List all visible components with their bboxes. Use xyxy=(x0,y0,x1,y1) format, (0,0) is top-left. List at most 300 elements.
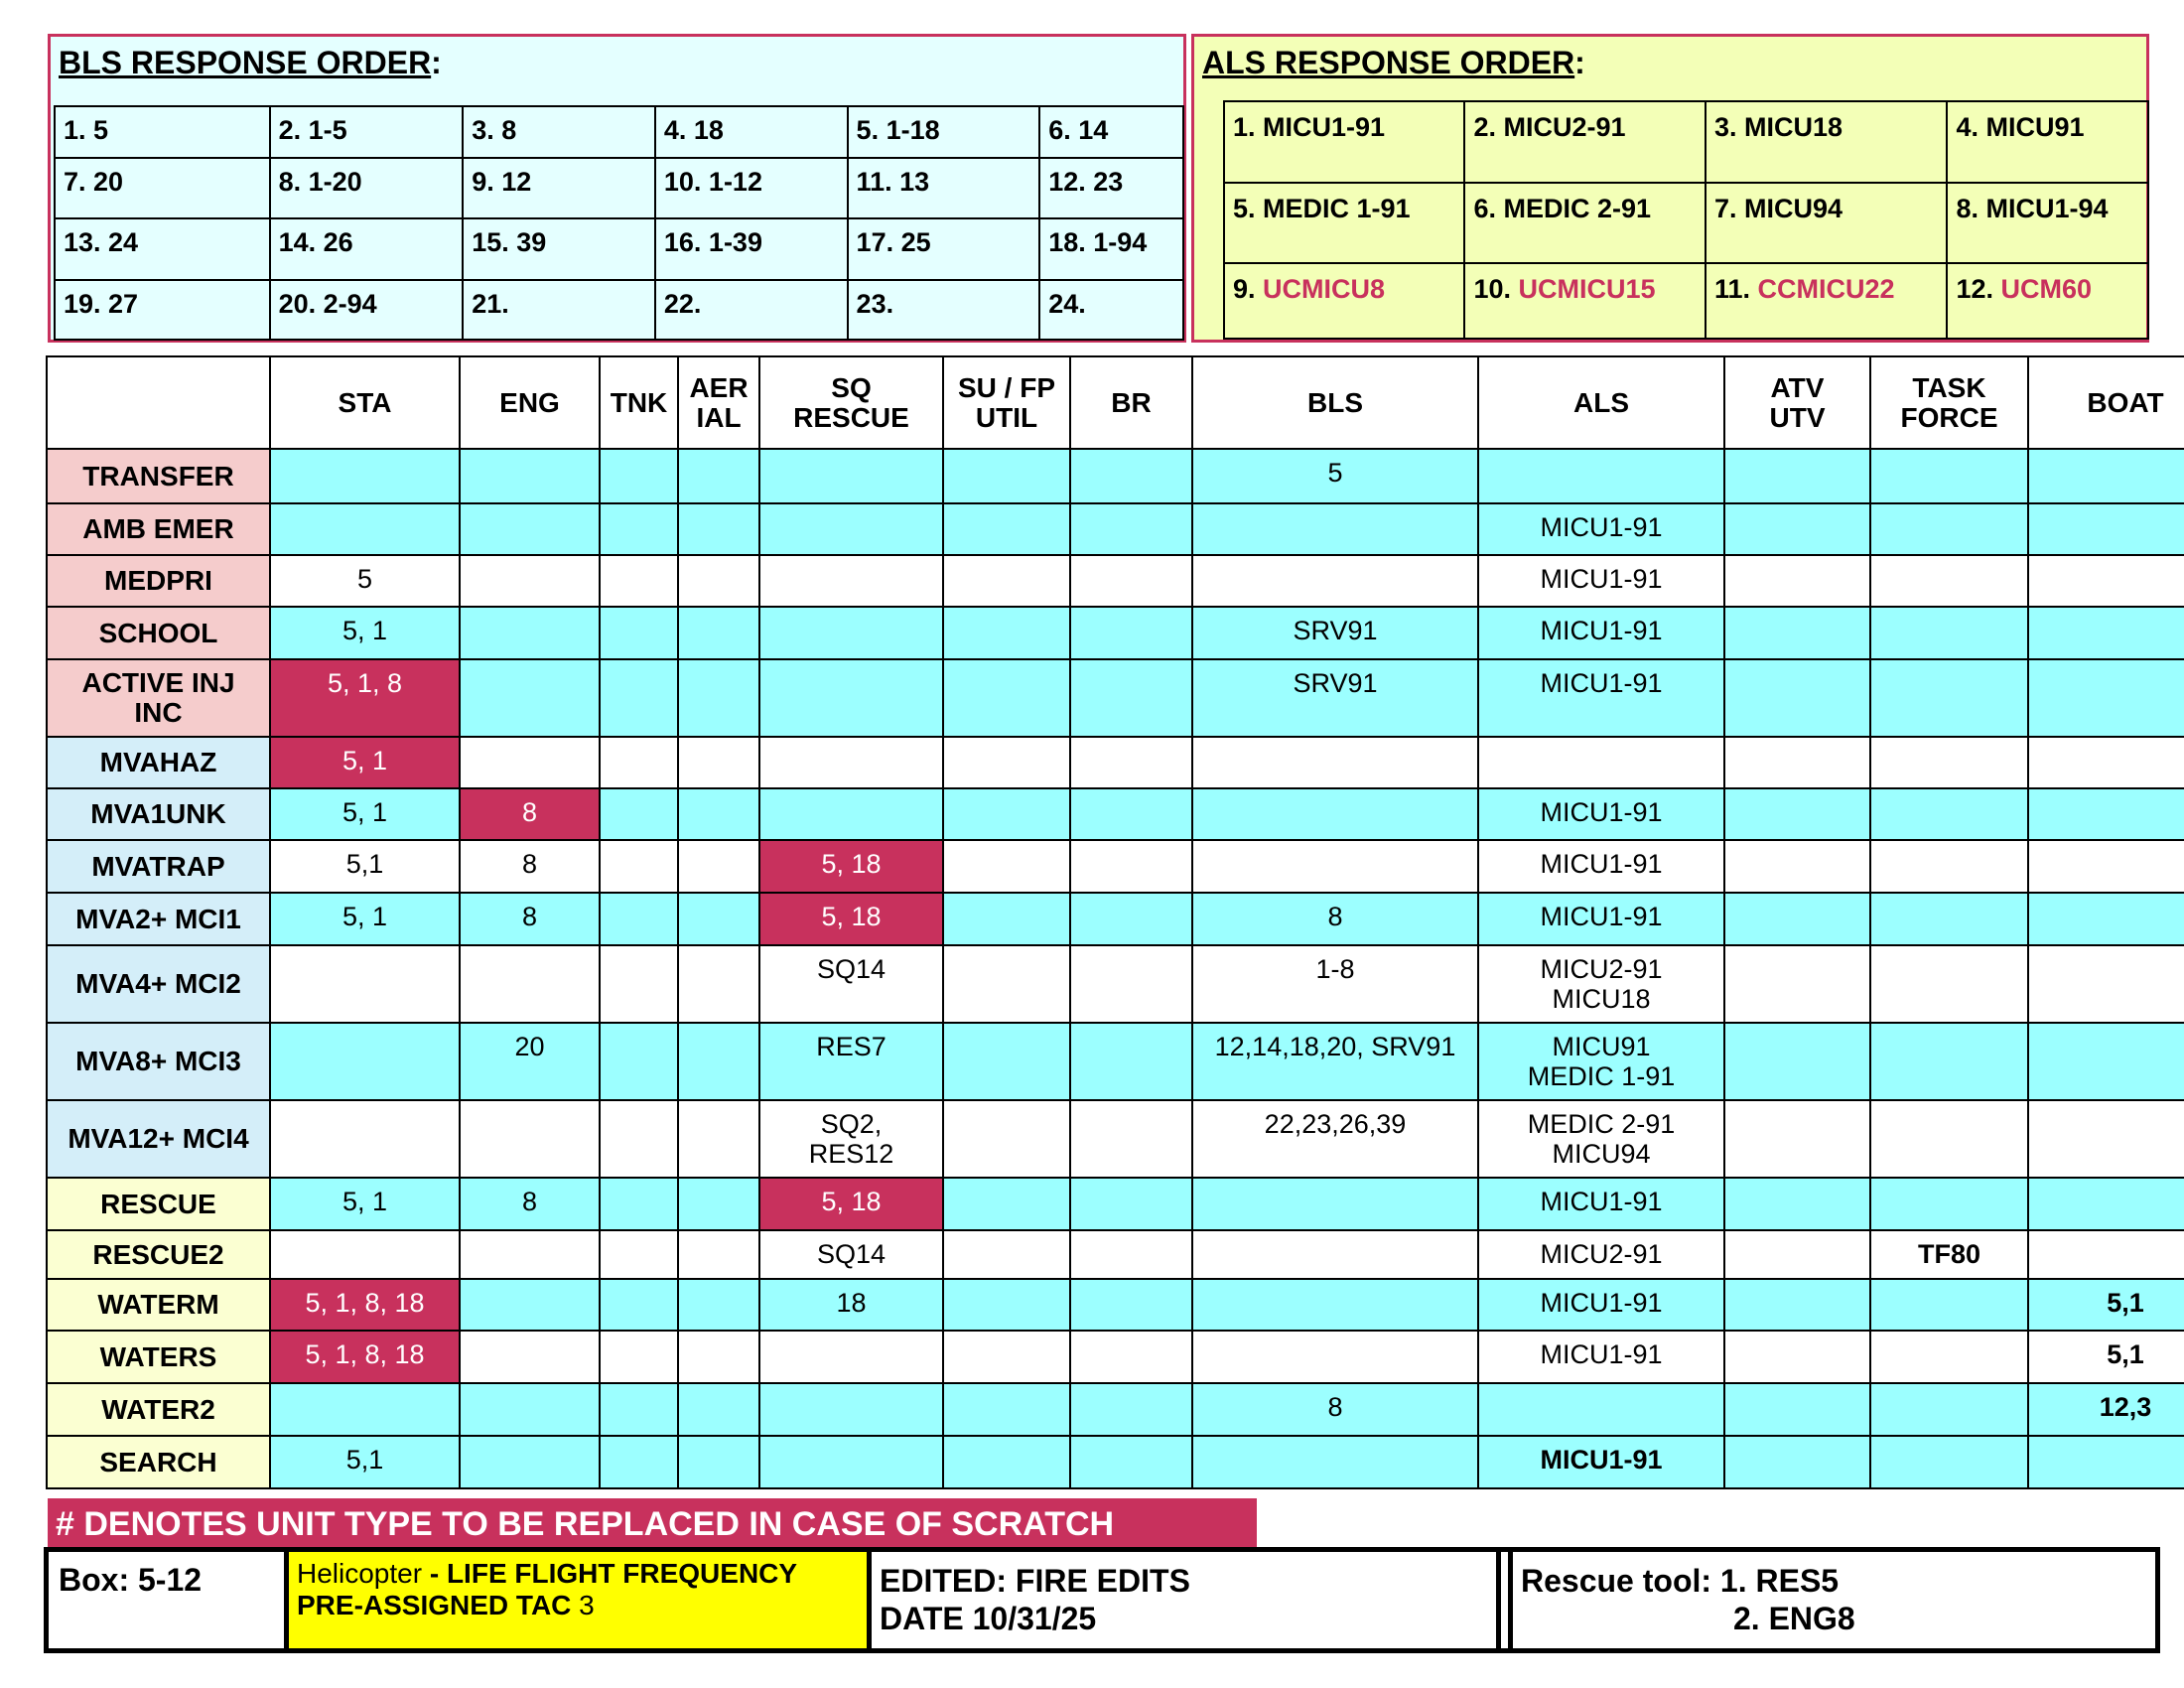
cell-atv-utv xyxy=(1724,503,1870,555)
cell-sq-rescue: SQ2, RES12 xyxy=(759,1100,943,1178)
als-order-number: 10. xyxy=(1473,274,1519,304)
table-row xyxy=(47,1230,2184,1279)
column-header-br: BR xyxy=(1070,356,1192,449)
cell-sta xyxy=(270,503,460,555)
cell-bls: 8 xyxy=(1192,1383,1478,1436)
cell-bls xyxy=(1192,737,1478,788)
cell-su-fp-util xyxy=(943,555,1070,607)
cell-bls: 5 xyxy=(1192,449,1478,503)
als-order-unit: CCMICU22 xyxy=(1757,274,1895,304)
cell-br xyxy=(1070,1178,1192,1230)
cell-atv-utv xyxy=(1724,1279,1870,1331)
cell-sta xyxy=(270,945,460,1023)
bls-order-cell: 23. xyxy=(848,280,1040,340)
bls-order-cell: 6. 14 xyxy=(1039,106,1183,158)
cell-br xyxy=(1070,1100,1192,1178)
column-header-bls: BLS xyxy=(1192,356,1478,449)
column-header-tnk: TNK xyxy=(600,356,678,449)
bls-order-cell: 21. xyxy=(463,280,655,340)
cell-sq-rescue xyxy=(759,1383,943,1436)
cell-sta: 5, 1 xyxy=(270,1178,460,1230)
row-label: WATER2 xyxy=(47,1383,270,1436)
row-label: MEDPRI xyxy=(47,555,270,607)
cell-tnk xyxy=(600,1178,678,1230)
cell-su-fp-util xyxy=(943,1331,1070,1383)
als-order-number: 8. xyxy=(1956,194,1986,223)
table-row xyxy=(47,1331,2184,1383)
box-number: Box: 5-12 xyxy=(59,1562,203,1598)
column-header-task-force: TASK FORCE xyxy=(1870,356,2028,449)
cell-sq-rescue xyxy=(759,503,943,555)
als-order-cell xyxy=(1706,183,1948,263)
cell-bls xyxy=(1192,1331,1478,1383)
cell-task-force: TF80 xyxy=(1870,1230,2028,1279)
cell-sq-rescue xyxy=(759,555,943,607)
table-row xyxy=(47,555,2184,607)
column-header-boat: BOAT xyxy=(2028,356,2184,449)
cell-tnk xyxy=(600,1331,678,1383)
cell-task-force xyxy=(1870,1279,2028,1331)
cell-boat xyxy=(2028,945,2184,1023)
bls-order-cell: 22. xyxy=(655,280,848,340)
row-label: MVA4+ MCI2 xyxy=(47,945,270,1023)
cell-eng xyxy=(460,659,600,737)
grid-header-row xyxy=(47,356,2184,449)
cell-boat xyxy=(2028,1178,2184,1230)
row-label: WATERM xyxy=(47,1279,270,1331)
cell-bls: 12,14,18,20, SRV91 xyxy=(1192,1023,1478,1100)
cell-tnk xyxy=(600,449,678,503)
cell-tnk xyxy=(600,788,678,840)
cell-eng xyxy=(460,503,600,555)
helicopter-line-2: PRE-ASSIGNED TAC 3 xyxy=(297,1590,595,1620)
cell-aerial xyxy=(678,737,759,788)
cell-bls: 1-8 xyxy=(1192,945,1478,1023)
rescue-tool-line-2: 2. ENG8 xyxy=(1733,1601,1855,1636)
cell-br xyxy=(1070,893,1192,945)
cell-su-fp-util xyxy=(943,1383,1070,1436)
row-label: RESCUE xyxy=(47,1178,270,1230)
cell-bls: SRV91 xyxy=(1192,607,1478,659)
als-order-unit: UCMICU8 xyxy=(1263,274,1386,304)
cell-br xyxy=(1070,1383,1192,1436)
cell-boat xyxy=(2028,607,2184,659)
cell-eng: 8 xyxy=(460,1178,600,1230)
row-label: ACTIVE INJ INC xyxy=(47,659,270,737)
cell-boat xyxy=(2028,893,2184,945)
cell-aerial xyxy=(678,945,759,1023)
cell-bls xyxy=(1192,1178,1478,1230)
table-row xyxy=(47,1436,2184,1488)
cell-su-fp-util xyxy=(943,1023,1070,1100)
cell-su-fp-util xyxy=(943,1436,1070,1488)
row-label: MVA8+ MCI3 xyxy=(47,1023,270,1100)
rescue-tool-line-1: Rescue tool: 1. RES5 xyxy=(1521,1563,1840,1599)
als-order-row xyxy=(1224,263,2148,339)
cell-atv-utv xyxy=(1724,555,1870,607)
cell-su-fp-util xyxy=(943,1230,1070,1279)
cell-br xyxy=(1070,945,1192,1023)
bls-order-cell: 12. 23 xyxy=(1039,158,1183,218)
als-order-number: 3. xyxy=(1713,112,1744,142)
cell-su-fp-util xyxy=(943,840,1070,893)
cell-task-force xyxy=(1870,945,2028,1023)
cell-als xyxy=(1478,449,1724,503)
als-order-number: 1. xyxy=(1233,112,1264,142)
cell-aerial xyxy=(678,1178,759,1230)
row-label: AMB EMER xyxy=(47,503,270,555)
cell-su-fp-util xyxy=(943,893,1070,945)
als-order-cell xyxy=(1706,263,1948,339)
cell-aerial xyxy=(678,1279,759,1331)
cell-task-force xyxy=(1870,1023,2028,1100)
table-row xyxy=(47,659,2184,737)
cell-eng xyxy=(460,1383,600,1436)
row-label: MVAHAZ xyxy=(47,737,270,788)
bls-order-cell: 11. 13 xyxy=(848,158,1040,218)
row-label: MVA12+ MCI4 xyxy=(47,1100,270,1178)
cell-br xyxy=(1070,659,1192,737)
cell-sta: 5, 1 xyxy=(270,788,460,840)
cell-als: MICU91 MEDIC 1-91 xyxy=(1478,1023,1724,1100)
cell-br xyxy=(1070,1023,1192,1100)
cell-boat xyxy=(2028,659,2184,737)
bls-order-cell: 5. 1-18 xyxy=(848,106,1040,158)
als-order-number: 7. xyxy=(1713,194,1744,223)
cell-sta: 5, 1, 8, 18 xyxy=(270,1279,460,1331)
cell-aerial xyxy=(678,788,759,840)
cell-task-force xyxy=(1870,503,2028,555)
cell-bls: 22,23,26,39 xyxy=(1192,1100,1478,1178)
cell-atv-utv xyxy=(1724,1178,1870,1230)
cell-atv-utv xyxy=(1724,449,1870,503)
cell-aerial xyxy=(678,840,759,893)
als-order-number: 11. xyxy=(1713,274,1758,304)
cell-atv-utv xyxy=(1724,607,1870,659)
cell-eng: 8 xyxy=(460,893,600,945)
column-header-sq-rescue: SQ RESCUE xyxy=(759,356,943,449)
cell-boat xyxy=(2028,449,2184,503)
cell-task-force xyxy=(1870,1178,2028,1230)
bls-order-cell: 10. 1-12 xyxy=(655,158,848,218)
bls-order-row xyxy=(55,158,1183,218)
column-header-atv-utv: ATV UTV xyxy=(1724,356,1870,449)
cell-eng xyxy=(460,449,600,503)
cell-eng xyxy=(460,1331,600,1383)
als-order-cell xyxy=(1706,101,1948,183)
bls-order-row xyxy=(55,218,1183,280)
cell-boat: 5,1 xyxy=(2028,1279,2184,1331)
cell-aerial xyxy=(678,1331,759,1383)
als-order-unit: MICU18 xyxy=(1743,112,1843,142)
table-row xyxy=(47,1279,2184,1331)
cell-task-force xyxy=(1870,1383,2028,1436)
cell-sta: 5, 1 xyxy=(270,893,460,945)
cell-tnk xyxy=(600,1383,678,1436)
cell-task-force xyxy=(1870,893,2028,945)
bls-order-cell: 1. 5 xyxy=(55,106,270,158)
cell-sq-rescue xyxy=(759,737,943,788)
column-header-als: ALS xyxy=(1478,356,1724,449)
als-order-row xyxy=(1224,101,2148,183)
als-order-unit: MICU1-91 xyxy=(1263,112,1386,142)
response-grid xyxy=(46,355,2184,1489)
cell-als: MICU1-91 xyxy=(1478,607,1724,659)
cell-boat xyxy=(2028,555,2184,607)
cell-aerial xyxy=(678,1436,759,1488)
als-order-number: 4. xyxy=(1956,112,1986,142)
bls-order-cell: 18. 1-94 xyxy=(1039,218,1183,280)
als-order-cell xyxy=(1464,263,1706,339)
cell-su-fp-util xyxy=(943,449,1070,503)
cell-sta: 5, 1, 8 xyxy=(270,659,460,737)
als-order-cell xyxy=(1947,183,2148,263)
cell-atv-utv xyxy=(1724,788,1870,840)
cell-sq-rescue xyxy=(759,449,943,503)
cell-sta: 5 xyxy=(270,555,460,607)
edit-info xyxy=(872,1552,1501,1648)
rescue-tool-info xyxy=(1508,1552,2155,1648)
cell-als xyxy=(1478,1383,1724,1436)
bls-order-cell: 19. 27 xyxy=(55,280,270,340)
cell-als: MICU2-91 xyxy=(1478,1230,1724,1279)
cell-boat xyxy=(2028,503,2184,555)
cell-sta xyxy=(270,1023,460,1100)
cell-tnk xyxy=(600,1100,678,1178)
column-header-aerial: AER IAL xyxy=(678,356,759,449)
cell-tnk xyxy=(600,893,678,945)
bls-order-cell: 15. 39 xyxy=(463,218,655,280)
als-order-cell xyxy=(1464,183,1706,263)
cell-bls xyxy=(1192,840,1478,893)
bls-order-cell: 7. 20 xyxy=(55,158,270,218)
cell-aerial xyxy=(678,607,759,659)
cell-tnk xyxy=(600,1023,678,1100)
cell-eng xyxy=(460,1100,600,1178)
cell-tnk xyxy=(600,555,678,607)
cell-br xyxy=(1070,607,1192,659)
als-order-unit: MICU1-94 xyxy=(1985,194,2109,223)
cell-bls: 8 xyxy=(1192,893,1478,945)
cell-bls xyxy=(1192,1230,1478,1279)
cell-atv-utv xyxy=(1724,1331,1870,1383)
cell-task-force xyxy=(1870,1100,2028,1178)
cell-br xyxy=(1070,788,1192,840)
edited-label: EDITED: FIRE EDITS xyxy=(880,1563,1190,1599)
cell-als: MICU1-91 xyxy=(1478,503,1724,555)
footer xyxy=(44,1547,2160,1653)
cell-bls xyxy=(1192,1436,1478,1488)
cell-als: MICU1-91 xyxy=(1478,788,1724,840)
cell-sta xyxy=(270,1100,460,1178)
cell-eng xyxy=(460,1279,600,1331)
cell-sta xyxy=(270,449,460,503)
als-order-unit: MICU2-91 xyxy=(1503,112,1626,142)
als-order-cell xyxy=(1464,101,1706,183)
cell-br xyxy=(1070,555,1192,607)
cell-su-fp-util xyxy=(943,737,1070,788)
cell-atv-utv xyxy=(1724,1383,1870,1436)
cell-aerial xyxy=(678,1100,759,1178)
bls-order-cell: 8. 1-20 xyxy=(270,158,464,218)
table-row xyxy=(47,788,2184,840)
cell-boat xyxy=(2028,737,2184,788)
als-order-unit: MICU94 xyxy=(1743,194,1843,223)
cell-tnk xyxy=(600,1279,678,1331)
cell-als: MICU1-91 xyxy=(1478,1178,1724,1230)
cell-eng xyxy=(460,607,600,659)
cell-sq-rescue xyxy=(759,1331,943,1383)
bls-order-row xyxy=(55,106,1183,158)
column-header-eng: ENG xyxy=(460,356,600,449)
row-label: SEARCH xyxy=(47,1436,270,1488)
cell-als: MICU1-91 xyxy=(1478,659,1724,737)
cell-task-force xyxy=(1870,607,2028,659)
cell-tnk xyxy=(600,659,678,737)
cell-su-fp-util xyxy=(943,1178,1070,1230)
cell-su-fp-util xyxy=(943,788,1070,840)
cell-br xyxy=(1070,449,1192,503)
table-row xyxy=(47,1178,2184,1230)
table-row xyxy=(47,1023,2184,1100)
bls-order-table xyxy=(54,105,1184,341)
cell-eng xyxy=(460,1436,600,1488)
helicopter-line-1: Helicopter - LIFE FLIGHT FREQUENCY xyxy=(297,1558,798,1589)
als-order-number: 6. xyxy=(1473,194,1504,223)
bls-order-row xyxy=(55,280,1183,340)
cell-tnk xyxy=(600,737,678,788)
cell-als: MICU1-91 xyxy=(1478,555,1724,607)
cell-boat: 5,1 xyxy=(2028,1331,2184,1383)
cell-bls xyxy=(1192,555,1478,607)
row-label: MVA1UNK xyxy=(47,788,270,840)
cell-eng xyxy=(460,945,600,1023)
als-order-cell xyxy=(1947,263,2148,339)
cell-su-fp-util xyxy=(943,1100,1070,1178)
cell-tnk xyxy=(600,840,678,893)
cell-sq-rescue: RES7 xyxy=(759,1023,943,1100)
als-order-unit: UCMICU15 xyxy=(1518,274,1656,304)
cell-sq-rescue xyxy=(759,788,943,840)
als-order-cell xyxy=(1224,183,1464,263)
row-label: MVATRAP xyxy=(47,840,270,893)
cell-boat xyxy=(2028,840,2184,893)
cell-sq-rescue: SQ14 xyxy=(759,1230,943,1279)
table-row xyxy=(47,1100,2184,1178)
cell-br xyxy=(1070,1279,1192,1331)
cell-eng xyxy=(460,737,600,788)
cell-tnk xyxy=(600,1230,678,1279)
als-order-number: 5. xyxy=(1233,194,1264,223)
cell-task-force xyxy=(1870,737,2028,788)
cell-eng: 20 xyxy=(460,1023,600,1100)
cell-sta: 5, 1 xyxy=(270,737,460,788)
cell-task-force xyxy=(1870,1331,2028,1383)
table-row xyxy=(47,840,2184,893)
als-order-unit: MEDIC 2-91 xyxy=(1503,194,1652,223)
als-order-number: 2. xyxy=(1473,112,1504,142)
cell-task-force xyxy=(1870,840,2028,893)
table-row xyxy=(47,1383,2184,1436)
cell-su-fp-util xyxy=(943,945,1070,1023)
row-label: TRANSFER xyxy=(47,449,270,503)
cell-als: MICU2-91 MICU18 xyxy=(1478,945,1724,1023)
cell-br xyxy=(1070,737,1192,788)
als-order-cell xyxy=(1224,101,1464,183)
cell-su-fp-util xyxy=(943,503,1070,555)
cell-atv-utv xyxy=(1724,840,1870,893)
bls-order-cell: 20. 2-94 xyxy=(270,280,464,340)
cell-br xyxy=(1070,1331,1192,1383)
bls-order-cell: 4. 18 xyxy=(655,106,848,158)
als-order-table xyxy=(1223,100,2149,340)
als-order-unit: UCM60 xyxy=(2000,274,2093,304)
cell-bls xyxy=(1192,503,1478,555)
als-order-cell xyxy=(1224,263,1464,339)
cell-aerial xyxy=(678,555,759,607)
cell-sta xyxy=(270,1230,460,1279)
cell-sq-rescue xyxy=(759,659,943,737)
row-label: RESCUE2 xyxy=(47,1230,270,1279)
als-order-unit: MICU91 xyxy=(1985,112,2085,142)
cell-als: MICU1-91 xyxy=(1478,1279,1724,1331)
cell-boat xyxy=(2028,1436,2184,1488)
cell-atv-utv xyxy=(1724,1436,1870,1488)
cell-boat xyxy=(2028,1100,2184,1178)
cell-atv-utv xyxy=(1724,1023,1870,1100)
cell-aerial xyxy=(678,449,759,503)
cell-tnk xyxy=(600,945,678,1023)
bls-order-cell: 16. 1-39 xyxy=(655,218,848,280)
cell-br xyxy=(1070,1230,1192,1279)
cell-bls xyxy=(1192,1279,1478,1331)
cell-tnk xyxy=(600,1436,678,1488)
cell-eng xyxy=(460,1230,600,1279)
table-row xyxy=(47,893,2184,945)
cell-eng: 8 xyxy=(460,788,600,840)
cell-boat xyxy=(2028,1023,2184,1100)
cell-br xyxy=(1070,1436,1192,1488)
cell-aerial xyxy=(678,1230,759,1279)
cell-sta: 5,1 xyxy=(270,1436,460,1488)
cell-bls xyxy=(1192,788,1478,840)
row-label: WATERS xyxy=(47,1331,270,1383)
cell-task-force xyxy=(1870,1436,2028,1488)
table-row xyxy=(47,449,2184,503)
cell-br xyxy=(1070,503,1192,555)
cell-atv-utv xyxy=(1724,893,1870,945)
cell-aerial xyxy=(678,1023,759,1100)
helicopter-info xyxy=(284,1552,872,1648)
edit-date: DATE 10/31/25 xyxy=(880,1601,1097,1636)
table-row xyxy=(47,503,2184,555)
als-order-cell xyxy=(1947,101,2148,183)
als-response-order-panel xyxy=(1191,34,2149,343)
cell-sq-rescue: 5, 18 xyxy=(759,893,943,945)
grid-header-corner xyxy=(47,356,270,449)
cell-task-force xyxy=(1870,788,2028,840)
row-label: MVA2+ MCI1 xyxy=(47,893,270,945)
cell-sq-rescue: 5, 18 xyxy=(759,840,943,893)
cell-su-fp-util xyxy=(943,607,1070,659)
cell-atv-utv xyxy=(1724,737,1870,788)
cell-bls: SRV91 xyxy=(1192,659,1478,737)
cell-sq-rescue: 5, 18 xyxy=(759,1178,943,1230)
table-row xyxy=(47,607,2184,659)
bls-order-cell: 24. xyxy=(1039,280,1183,340)
cell-task-force xyxy=(1870,449,2028,503)
cell-aerial xyxy=(678,893,759,945)
